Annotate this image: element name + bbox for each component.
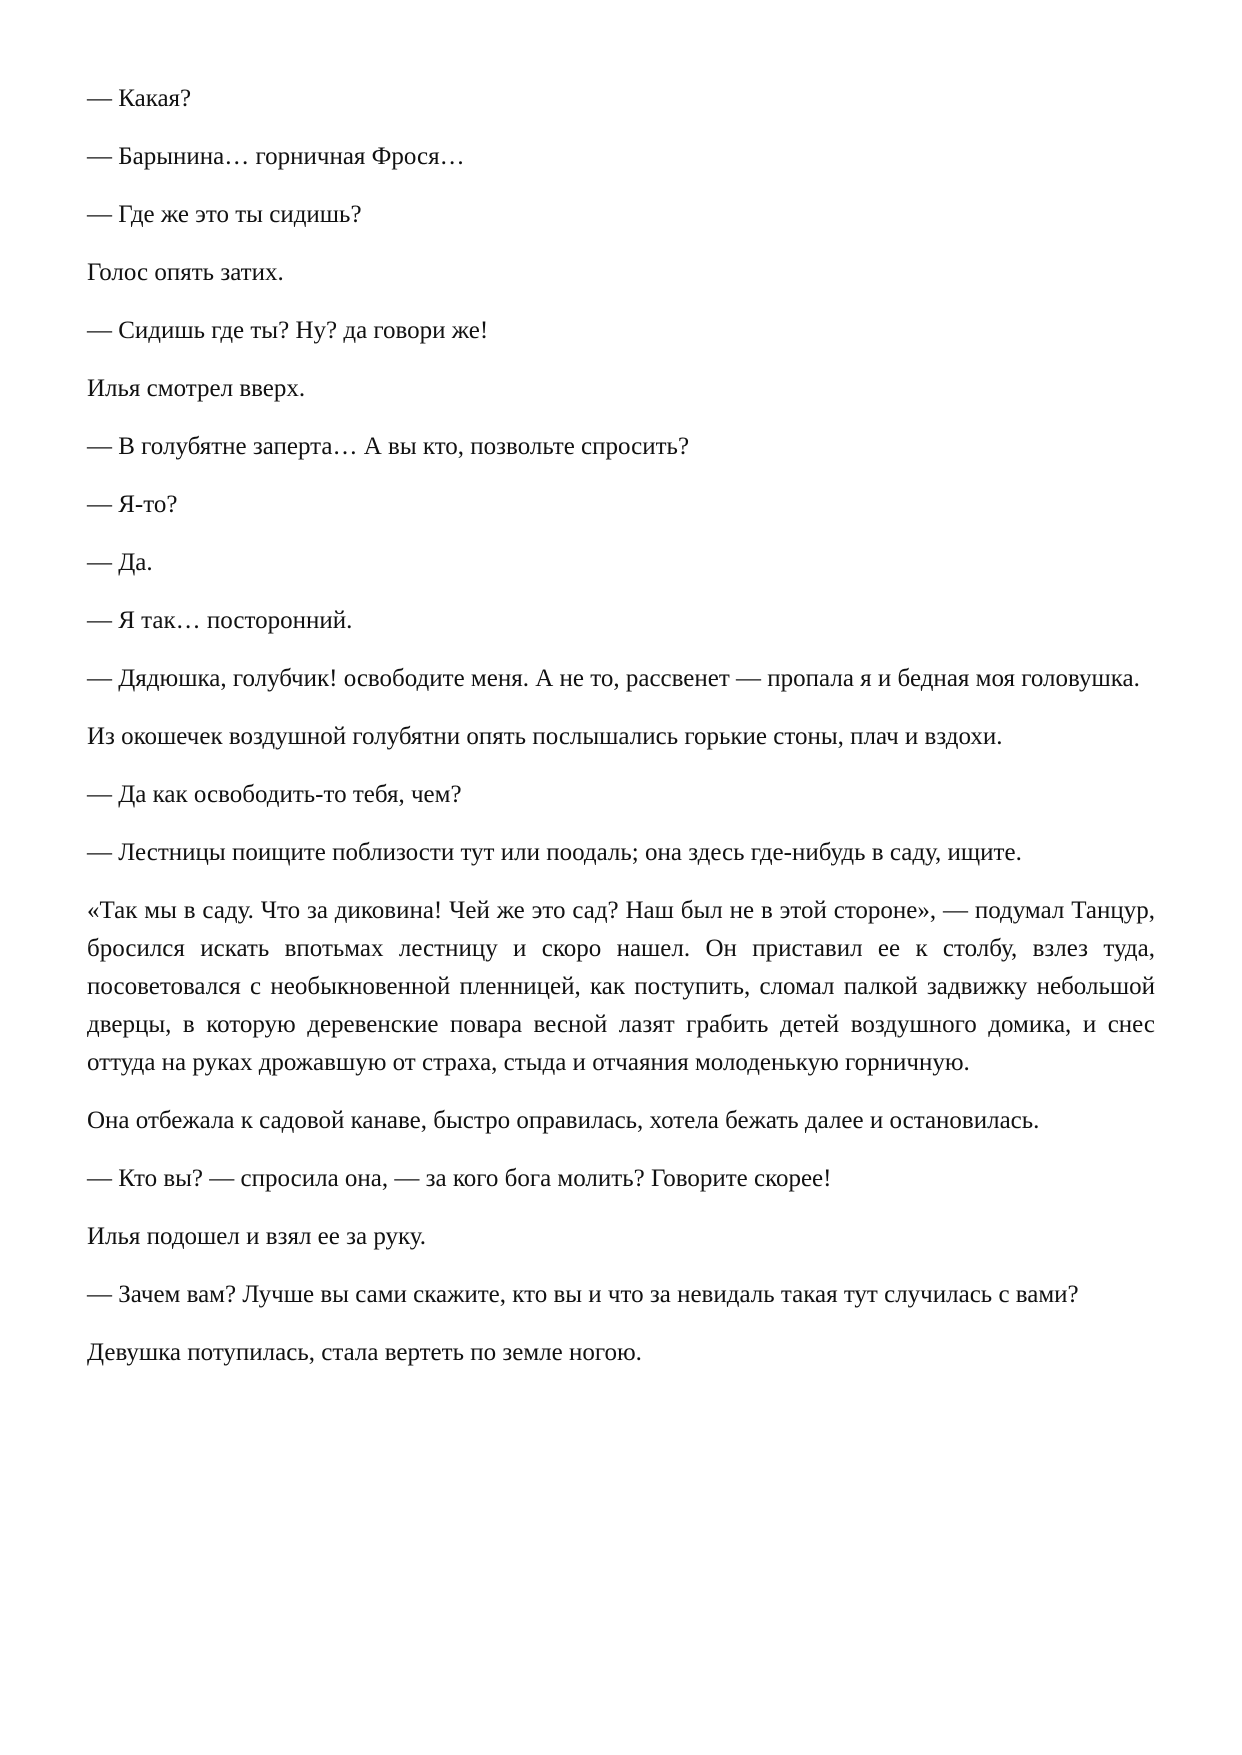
paragraph: Илья смотрел вверх.: [87, 375, 306, 402]
document-page: [87, 80, 1155, 1372]
paragraph: — Кто вы? — спросила она, — за кого бога молить? Говорите скорее!: [87, 1165, 832, 1192]
paragraph: — Я-то?: [87, 491, 178, 518]
paragraph: — Зачем вам? Лучше вы сами скажите, кто вы и что за невидаль такая тут случилась с вами?: [87, 1281, 1079, 1308]
paragraph: — Дядюшка, голубчик! освободите меня. А не то, рассвенет — пропала я и бедная моя головушка.: [87, 665, 1140, 692]
paragraph: — Где же это ты сидишь?: [87, 201, 362, 228]
paragraph: — Да как освободить-то тебя, чем?: [87, 781, 462, 808]
paragraph: — Да.: [87, 549, 153, 576]
paragraph: Девушка потупилась, стала вертеть по земле ногою.: [87, 1339, 642, 1366]
paragraph: Голос опять затих.: [87, 259, 284, 286]
paragraph: — В голубятне заперта… А вы кто, позвольте спросить?: [87, 433, 690, 460]
paragraph: — Лестницы поищите поблизости тут или поодаль; она здесь где-нибудь в саду, ищите.: [87, 839, 1022, 866]
paragraph: Она отбежала к садовой канаве, быстро оправилась, хотела бежать далее и остановилась.: [87, 1107, 1040, 1134]
paragraph: — Какая?: [87, 85, 192, 112]
paragraph: — Барынина… горничная Фрося…: [87, 143, 465, 170]
paragraph: — Я так… посторонний.: [87, 607, 353, 634]
paragraph: Илья подошел и взял ее за руку.: [87, 1223, 427, 1250]
paragraph: — Сидишь где ты? Ну? да говори же!: [87, 317, 489, 344]
paragraph: Из окошечек воздушной голубятни опять послышались горькие стоны, плач и вздохи.: [87, 723, 1003, 750]
paragraph: «Так мы в саду. Что за диковина! Чей же это сад? Наш был не в этой стороне», — подумал Танцур, бросился искать впотьмах лестницу и скоро нашел. Он приставил ее к столбу, взлез туда, посоветовался с необыкновенной пленницей, как поступить, сломал палкой задвижку небольшой дверцы, в которую деревенские повара весной лазят грабить детей воздушного домика, и снес оттуда на руках дрожавшую от страха, стыда и отчаяния молоденькую горничную.: [87, 897, 1155, 1076]
